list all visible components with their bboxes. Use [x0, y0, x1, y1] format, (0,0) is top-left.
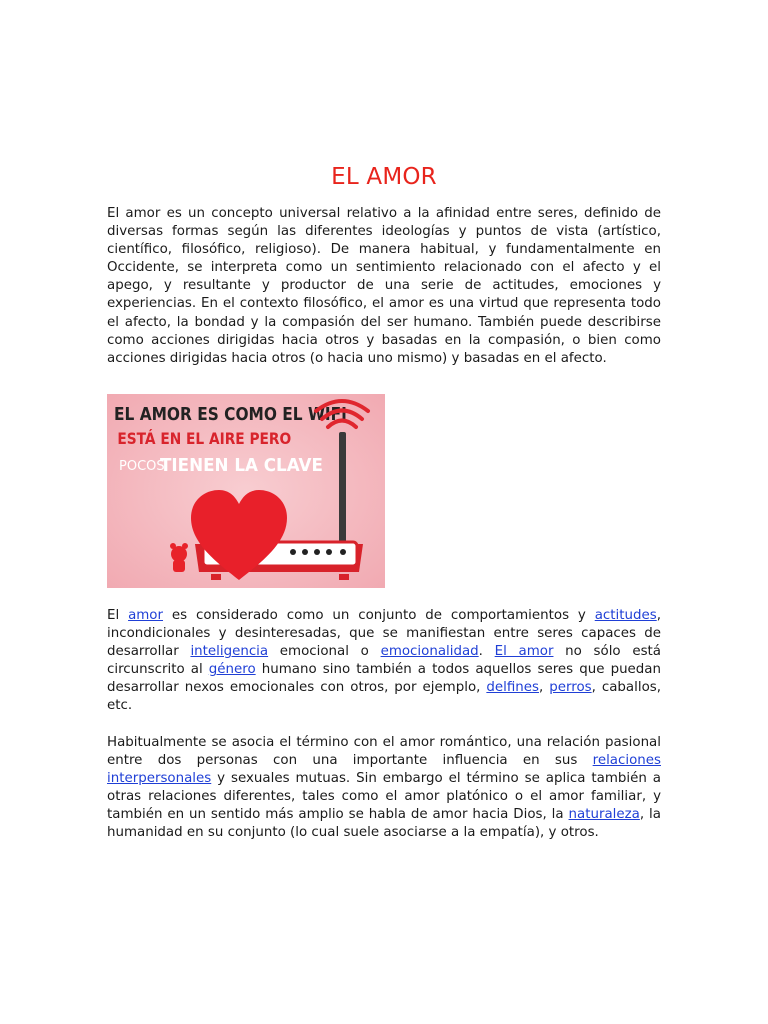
text-segment: , la humanidad en su conjunto (lo cual suele asociarse a la empatía), y otros.: [107, 807, 661, 841]
paragraph-romantic: [107, 734, 661, 843]
text-segment: , caballos, etc.: [107, 680, 662, 714]
link-naturaleza[interactable]: naturaleza: [568, 807, 640, 823]
text-segment: ,: [538, 680, 550, 696]
paragraph-behavior: [107, 607, 661, 716]
link-genero[interactable]: género: [208, 662, 256, 678]
text-segment: no sólo está circunscrito al: [107, 644, 661, 678]
text-segment: emocional o: [268, 644, 381, 660]
image-caption-line2: ESTÁ EN EL AIRE PERO: [117, 428, 292, 449]
paragraph-intro: El amor es un concepto universal relativo a la afinidad entre seres, definido de diversas formas según las diferentes ideologías y puntos de vista (artístico, científico, filosófico, religioso). De manera habitual, y fundamentalmente en Occidente, se interpreta como un sentimiento relacionado con el afecto y el apego, y resultante y productor de una serie de actitudes, emociones y experiencias. En el contexto filosófico, el amor es una virtud que representa todo el afecto, la bondad y la compasión del ser humano. También puede describirse como acciones dirigidas hacia otros y basadas en la compasión, o bien como acciones dirigidas hacia otros (o hacia uno mismo) y basadas en el afecto.: [107, 206, 661, 366]
text-segment: , incondicionales y desinteresadas, que se manifiestan entre seres capaces de desarrollar: [107, 608, 661, 660]
text-segment: Habitualmente se asocia el término con el amor romántico, una relación pasional entre dos personas con una importante influencia en sus: [107, 735, 661, 769]
love-wifi-image: [107, 394, 385, 588]
text-segment: es considerado como un conjunto de comportamientos y: [163, 608, 595, 623]
link-emocionalidad[interactable]: emocionalidad: [380, 644, 479, 660]
link-inteligencia[interactable]: inteligencia: [190, 644, 269, 660]
link-actitudes[interactable]: actitudes: [594, 608, 657, 623]
image-caption-line3a: POCOS: [119, 459, 165, 474]
link-perros[interactable]: perros: [549, 680, 592, 696]
image-caption-line3b: TIENEN LA CLAVE: [160, 455, 323, 477]
link-amor[interactable]: amor: [128, 608, 164, 623]
text-segment: y sexuales mutuas. Sin embargo el término se aplica también a otras relaciones diferentes, tales como el amor platónico o el amor familiar, y también en un sentido más amplio se habla de amor hacia Dios, la: [107, 771, 661, 823]
text-segment: El: [107, 608, 129, 623]
link-delfines[interactable]: delfines: [486, 680, 539, 696]
text-segment: humano sino también a todos aquellos seres que puedan desarrollar nexos emocionales con otros, por ejemplo,: [107, 662, 661, 696]
image-caption-line1: EL AMOR ES COMO EL WIFI: [114, 404, 347, 425]
link-relaciones-interpersonales[interactable]: relaciones interpersonales: [107, 753, 661, 787]
text-segment: .: [478, 644, 495, 660]
page-title: EL AMOR: [331, 164, 437, 190]
link-el-amor[interactable]: El amor: [494, 644, 554, 660]
